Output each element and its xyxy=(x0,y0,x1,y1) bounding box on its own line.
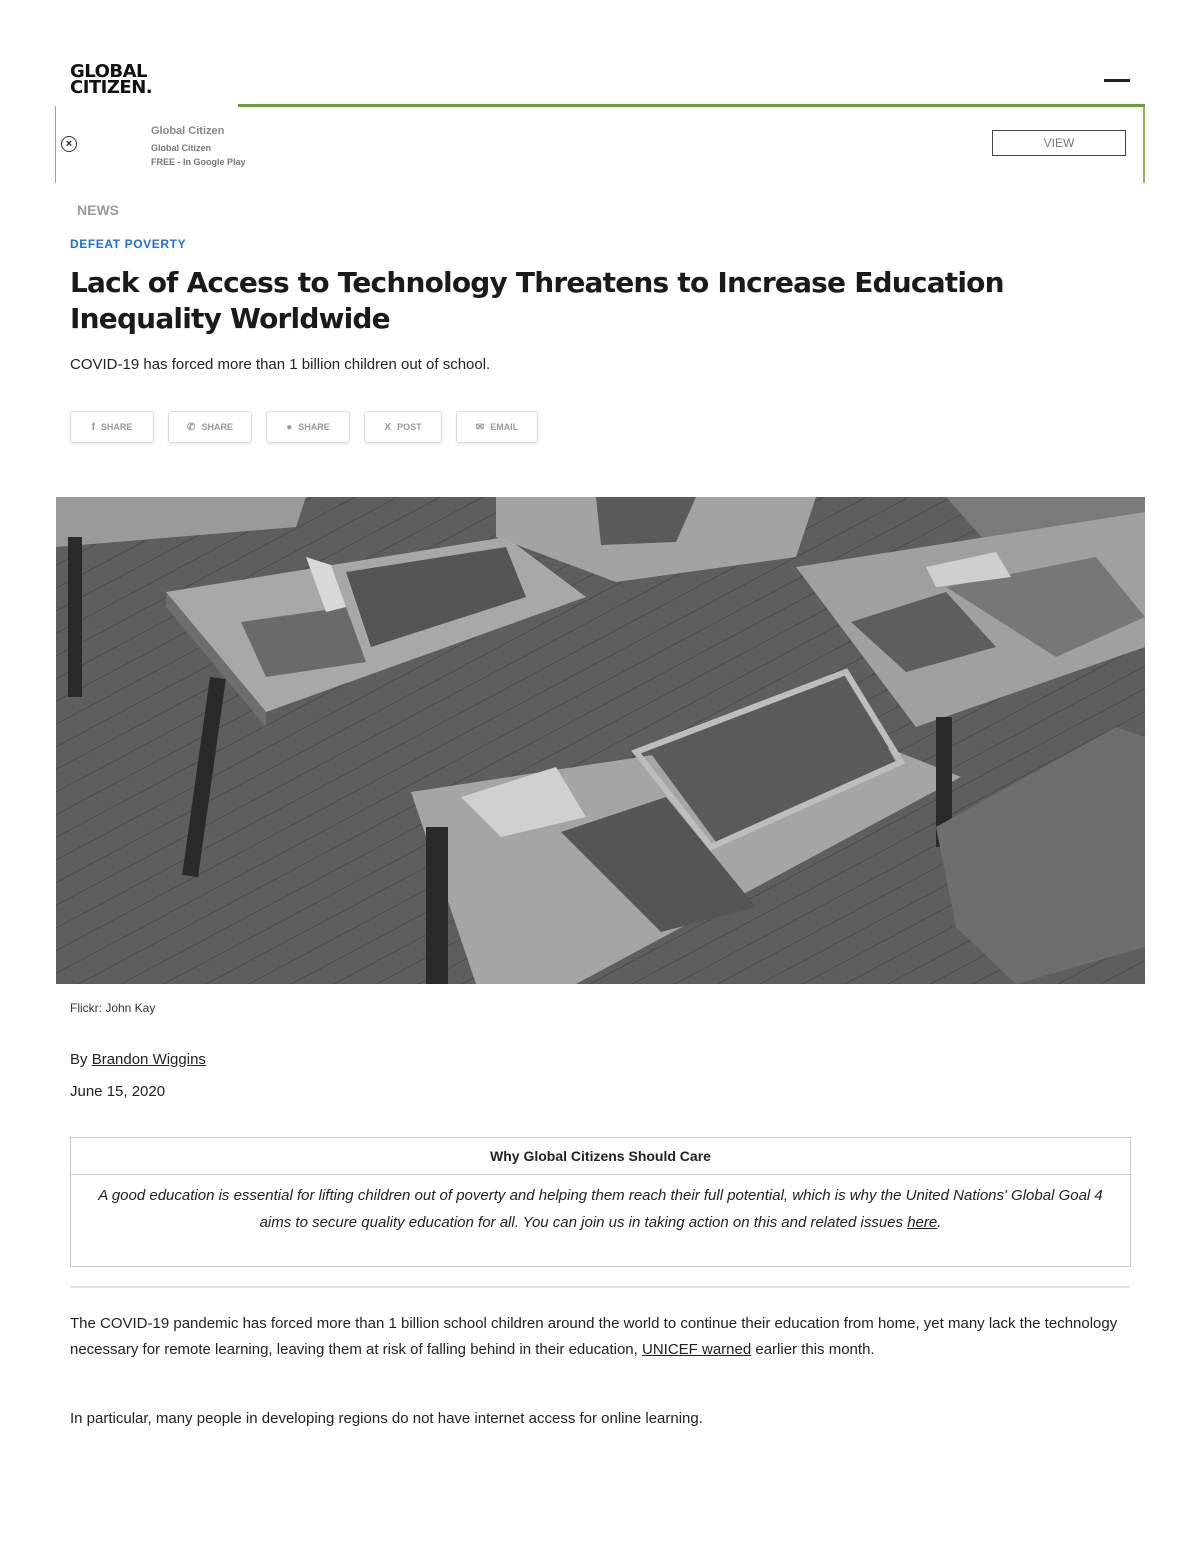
banner-top-border xyxy=(238,104,1145,107)
topic-link[interactable]: DEFEAT POVERTY xyxy=(70,237,187,251)
why-care-body xyxy=(83,1182,1118,1236)
article-paragraph-1 xyxy=(70,1311,1130,1363)
author-link[interactable]: Brandon Wiggins xyxy=(91,1051,206,1068)
email-share-button[interactable] xyxy=(456,411,538,443)
facebook-icon: f xyxy=(91,421,95,433)
photo-credit: Flickr: John Kay xyxy=(70,1001,156,1015)
share-label: SHARE xyxy=(100,422,133,432)
banner-details xyxy=(151,141,246,169)
banner-app-name: Global Citizen xyxy=(151,125,225,137)
whatsapp-share-button[interactable] xyxy=(168,411,252,443)
share-label: EMAIL xyxy=(490,422,519,432)
unicef-link[interactable]: UNICEF warned xyxy=(641,1341,752,1358)
facebook-share-button[interactable] xyxy=(70,411,154,443)
share-label: POST xyxy=(397,422,422,432)
share-label: SHARE xyxy=(298,422,330,432)
x-post-button[interactable] xyxy=(364,411,442,443)
close-icon[interactable]: × xyxy=(61,136,77,152)
section-label: NEWS xyxy=(77,202,119,218)
paragraph-1-end: earlier this month. xyxy=(755,1341,875,1358)
article-headline: Lack of Access to Technology Threatens to Increase Education Inequality Worldwide xyxy=(70,266,1004,335)
publish-date: June 15, 2020 xyxy=(70,1083,166,1100)
x-icon: X xyxy=(384,421,392,433)
banner-publisher: Global Citizen xyxy=(151,143,212,153)
hero-photo xyxy=(56,497,1145,984)
messenger-icon: ● xyxy=(286,421,293,433)
email-icon: ✉ xyxy=(475,421,485,433)
byline-prefix: By xyxy=(70,1051,88,1068)
global-citizen-logo[interactable] xyxy=(70,61,153,98)
why-care-text: A good education is essential for lifting children out of poverty and helping them reach their full potential, which is why the United Nations' Global Goal 4 aims to secure quality education for all. You can join us in taking action on this and related issues xyxy=(98,1187,1103,1231)
banner-left-border xyxy=(55,106,56,183)
article-subhead: COVID-19 has forced more than 1 billion children out of school. xyxy=(70,356,491,373)
why-care-title: Why Global Citizens Should Care xyxy=(71,1138,1130,1175)
why-care-end: . xyxy=(937,1214,942,1231)
article-paragraph-2: In particular, many people in developing regions do not have internet access for online learning. xyxy=(70,1410,703,1427)
share-label: SHARE xyxy=(201,422,233,432)
banner-right-border xyxy=(1143,106,1145,183)
menu-icon[interactable] xyxy=(1104,79,1130,82)
banner-price-store: FREE - In Google Play xyxy=(151,157,246,167)
byline xyxy=(70,1051,206,1068)
whatsapp-icon: ✆ xyxy=(187,421,196,433)
view-app-button[interactable]: VIEW xyxy=(992,130,1126,156)
share-bar xyxy=(70,411,552,443)
section-divider xyxy=(70,1286,1130,1288)
paragraph-1-text: The COVID-19 pandemic has forced more than 1 billion school children around the world to continue their education from home, yet many lack the technology necessary for remote learning, leaving them at risk of falling behind in their education, xyxy=(70,1315,1118,1358)
logo-line-2: CITIZEN. xyxy=(70,77,153,98)
take-action-link[interactable]: here xyxy=(907,1214,938,1231)
messenger-share-button[interactable] xyxy=(266,411,350,443)
logo-line-1: GLOBAL xyxy=(70,61,148,82)
why-care-box xyxy=(70,1137,1131,1267)
